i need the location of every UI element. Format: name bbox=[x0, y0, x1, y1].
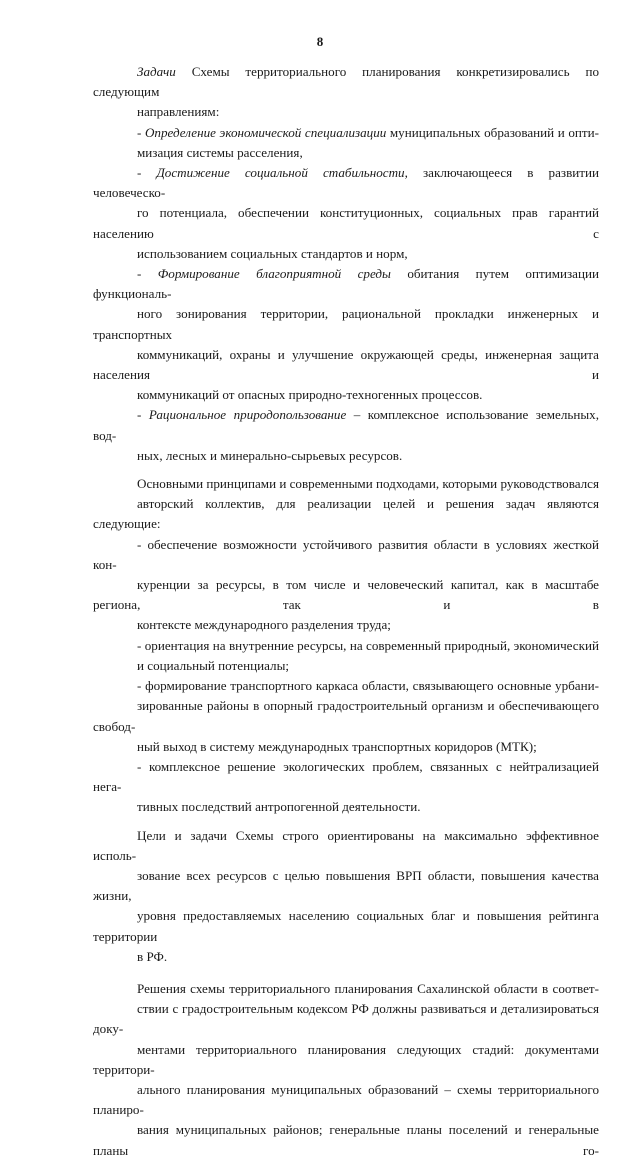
text-line: мизация системы расселения, bbox=[137, 144, 303, 160]
paragraph-direction-2 bbox=[93, 163, 599, 264]
text-run: обитания путем оптимизации функциональ- bbox=[93, 266, 599, 302]
text-line: и социальный потенциалы; bbox=[137, 657, 290, 673]
text-line: авторский коллектив, для реализации целей и решения задач являются следующие: bbox=[93, 496, 599, 532]
tasks-lead-word: Задачи bbox=[137, 64, 176, 79]
direction-title: Достижение социальной стабильности, bbox=[156, 165, 408, 181]
text-line: зование всех ресурсов с целью повышения ВРП области, повышения качества жизни, bbox=[93, 867, 599, 904]
paragraph-principle-3 bbox=[93, 676, 599, 757]
paragraph-decisions bbox=[93, 979, 599, 1161]
paragraph-tasks-intro bbox=[93, 62, 599, 123]
list-dash: - bbox=[137, 165, 157, 181]
text-line: - обеспечение возможности устойчивого развития области в условиях жесткой кон- bbox=[93, 536, 599, 572]
list-dash: - bbox=[137, 266, 158, 282]
text-line: ального планирования муниципальных образований – схемы территориального планиро- bbox=[93, 1081, 599, 1118]
text-run: муниципальных образований и опти- bbox=[386, 124, 600, 140]
text-line: Цели и задачи Схемы строго ориентированы на максимально эффективное исполь- bbox=[93, 827, 599, 863]
text-line: направлениям: bbox=[137, 104, 220, 120]
list-dash: - bbox=[137, 124, 145, 140]
text-line: - комплексное решение экологических проблем, связанных с нейтрализацией нега- bbox=[93, 758, 599, 795]
text-line: ментами территориального планирования следующих стадий: документами территори- bbox=[93, 1041, 599, 1077]
text-line: в РФ. bbox=[137, 948, 168, 964]
paragraph-direction-4 bbox=[93, 405, 599, 466]
paragraph-principle-2 bbox=[93, 636, 599, 676]
paragraph-principle-4 bbox=[93, 757, 599, 818]
text-line: го потенциала, обеспечении конституционных, социальных прав гарантий населению с bbox=[93, 205, 599, 241]
text-run: – комплексное использование земельных, вод- bbox=[93, 407, 600, 443]
text-line: ствии с градостроительным кодексом РФ должны развиваться и детализироваться доку- bbox=[93, 1001, 599, 1037]
paragraph-principle-1 bbox=[93, 535, 599, 636]
text-line: тивных последствий антропогенной деятельности. bbox=[137, 799, 421, 815]
text-line: зированные районы в опорный градостроительный организм и обеспечивающего свобод- bbox=[93, 698, 599, 734]
text-line: коммуникаций от опасных природно-техногенных процессов. bbox=[137, 387, 483, 403]
text-line: вания муниципальных районов; генеральные планы поселений и генеральные планы го- bbox=[93, 1122, 599, 1158]
text-line: Основными принципами и современными подходами, которыми руководствовался bbox=[137, 476, 600, 492]
text-line: коммуникаций, охраны и улучшение окружающей среды, инженерная защита населения и bbox=[93, 346, 599, 383]
list-dash: - bbox=[137, 407, 149, 423]
paragraph-direction-3 bbox=[93, 264, 599, 405]
text-line: ного зонирования территории, рациональной прокладки инженерных и транспортных bbox=[93, 306, 599, 342]
text-line: - ориентация на внутренние ресурсы, на современный природный, экономический bbox=[137, 637, 599, 653]
paragraph-goals bbox=[93, 826, 599, 967]
direction-title: Формирование благоприятной среды bbox=[157, 266, 391, 282]
text-line: - формирование транспортного каркаса области, связывающего основные урбани- bbox=[137, 678, 599, 694]
text-line: ный выход в систему международных транспортных коридоров (МТК); bbox=[137, 738, 537, 754]
text-line: Решения схемы территориального планирования Сахалинской области в соответ- bbox=[137, 980, 599, 996]
direction-title: Рациональное природопользование bbox=[148, 407, 347, 423]
direction-title: Определение экономической специализации bbox=[144, 124, 387, 140]
text-run: Схемы территориального планирования конкретизировались по следующим bbox=[93, 64, 599, 100]
paragraph-direction-1 bbox=[93, 123, 599, 163]
text-line: контексте международного разделения труда; bbox=[137, 617, 391, 633]
text-line: уровня предоставляемых населению социальных благ и повышения рейтинга территории bbox=[93, 908, 599, 944]
text-run: заключающееся в развитии человеческо- bbox=[93, 165, 600, 201]
text-line: куренции за ресурсы, в том числе и человеческий капитал, как в масштабе региона, так и в bbox=[93, 577, 599, 613]
paragraph-principles-intro bbox=[93, 474, 599, 535]
page-number: 8 bbox=[316, 34, 324, 49]
document-body bbox=[93, 62, 599, 1161]
text-line: ных, лесных и минерально-сырьевых ресурсов. bbox=[137, 447, 403, 463]
text-line: использованием социальных стандартов и норм, bbox=[137, 245, 408, 261]
